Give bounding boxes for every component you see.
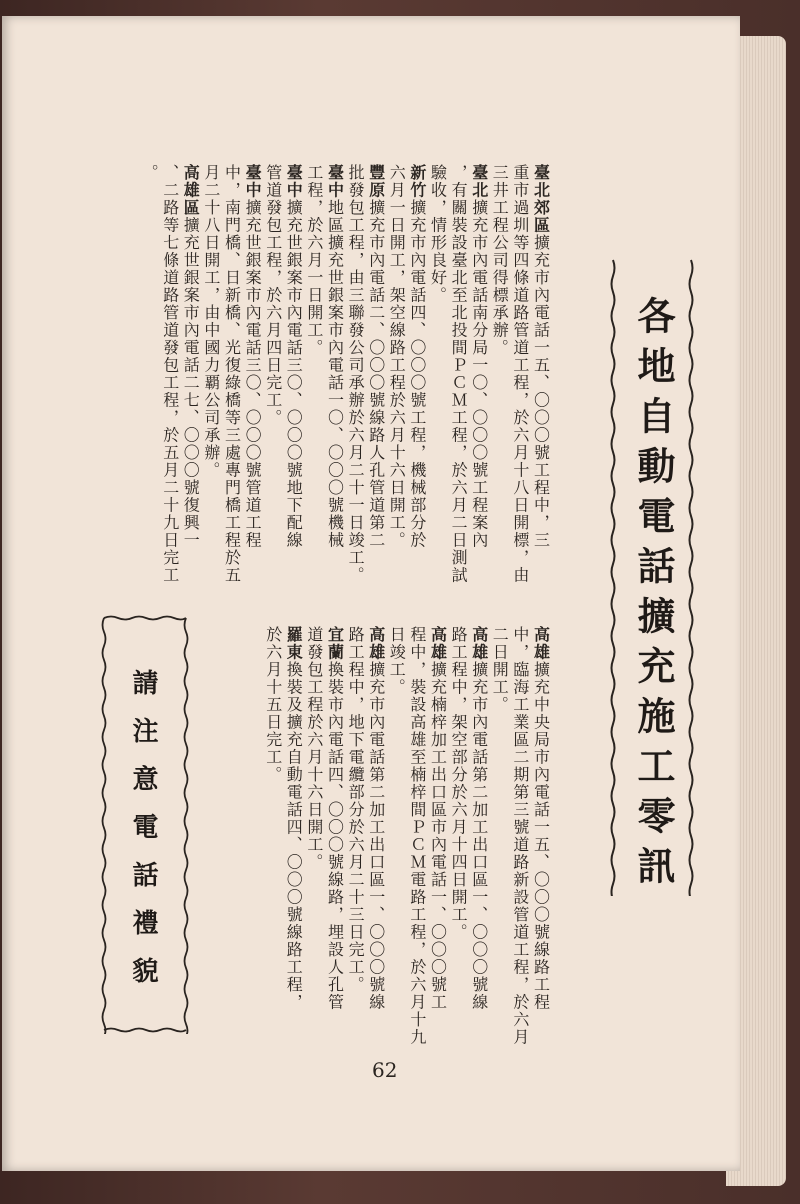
text-run: 批發包工程，由三聯發公司承辦於六月二十一日竣工。 [346, 164, 366, 584]
text-column [406, 626, 427, 1046]
text-run: 三井工程公司得標承辦。 [490, 164, 510, 357]
place-name: 臺北郊區 [531, 164, 551, 234]
text-run: 二日開工。 [490, 626, 510, 714]
text-column [200, 164, 221, 479]
text-run: 中，臨海工業區二期第三號道路新設管道工程，於六月 [510, 626, 530, 1046]
text-column [427, 164, 448, 304]
article-title: 各地自動電話擴充施工零訊 [631, 296, 676, 896]
text-column [448, 164, 469, 584]
text-column [180, 164, 201, 549]
text-column [489, 164, 510, 357]
place-name: 新竹 [407, 164, 427, 199]
place-name: 臺中 [284, 164, 304, 199]
text-run: 擴充市內電話第二加工出口區一、〇〇〇號線 [469, 661, 489, 1011]
text-column [159, 164, 180, 584]
place-name: 高雄 [366, 626, 386, 661]
text-run: 擴充市內電話第二加工出口區一、〇〇〇號線 [366, 661, 386, 1011]
text-column [509, 626, 530, 1046]
text-run: 擴充市內電話四、〇〇〇號工程，機械部分於 [407, 199, 427, 549]
text-column [386, 164, 407, 549]
text-run: 擴充世銀案市內電話二七、〇〇〇號復興一 [181, 216, 201, 549]
text-column [324, 164, 345, 549]
text-run: 六月一日開工，架空線路工程於六月十六日開工。 [387, 164, 407, 549]
place-name: 高雄區 [181, 164, 201, 217]
notice-text: 請注意電話禮貌 [128, 669, 158, 1005]
text-column [530, 164, 551, 549]
text-column [468, 626, 489, 1011]
text-column [365, 626, 386, 1011]
text-column [262, 164, 283, 427]
text-column [283, 626, 304, 1011]
book-page [2, 16, 740, 1171]
text-run: 、二路等七條道路管道發包工程，於五月二十九日完工 [160, 164, 180, 584]
text-column [324, 626, 345, 1011]
text-run: 擴充中央局市內電話一五、〇〇〇號線路工程 [531, 661, 551, 1011]
text-column [386, 626, 407, 696]
text-run: 換裝及擴充自動電話四、〇〇〇號線路工程， [284, 661, 304, 1011]
place-name: 高雄 [531, 626, 551, 661]
text-column [221, 164, 242, 584]
text-run: 擴充楠梓加工出口區市內電話一、〇〇〇號工 [428, 661, 448, 1011]
text-run: 擴充市內電話二、〇〇〇號線路人孔管道第二 [366, 199, 386, 549]
text-column [365, 164, 386, 549]
text-column [468, 164, 489, 549]
text-column [283, 164, 304, 549]
place-name: 高雄 [469, 626, 489, 661]
text-run: 月二十八日開工，由中國力覇公司承辦。 [201, 164, 221, 479]
title-frame [607, 256, 699, 896]
text-column [448, 626, 469, 941]
text-run: 擴充市內電話一五、〇〇〇號工程中，三 [531, 234, 551, 549]
text-column [509, 164, 530, 584]
text-column [303, 626, 324, 871]
text-column [139, 164, 160, 182]
place-name: 宜蘭 [325, 626, 345, 661]
text-column [489, 626, 510, 714]
text-column [530, 626, 551, 1011]
place-name: 高雄 [428, 626, 448, 661]
text-run: 道發包工程於六月十六日開工。 [304, 626, 324, 871]
text-column [345, 626, 366, 994]
text-run: 於六月十五日完工。 [263, 626, 283, 784]
text-run: 程中，裝設高雄至楠梓間ＰＣＭ電路工程，於六月十九 [407, 626, 427, 1046]
page-number: 62 [372, 1058, 398, 1082]
text-run: 管道發包工程，於六月四日完工。 [263, 164, 283, 427]
text-run: 日竣工。 [387, 626, 407, 696]
place-name: 豐原 [366, 164, 386, 199]
text-run: 地區擴充世銀案市內電話一〇、〇〇〇號機械 [325, 199, 345, 549]
text-run: 擴充市內電話南分局一〇、〇〇〇號工程案內 [469, 199, 489, 549]
text-run: 擴充世銀案市內電話三〇、〇〇〇號管道工程 [243, 199, 263, 549]
place-name: 臺中 [243, 164, 263, 199]
notice-box [100, 614, 190, 1034]
place-name: 臺中 [325, 164, 345, 199]
text-run: 。 [140, 164, 160, 182]
text-run: 驗收，情形良好。 [428, 164, 448, 304]
text-run: 換裝市內電話四、〇〇〇號線路，埋設人孔管 [325, 661, 345, 1011]
text-run: 重市過圳等四條道路管道工程，於六月十八日開標，由 [510, 164, 530, 584]
text-column [427, 626, 448, 1011]
text-column [406, 164, 427, 549]
text-column [242, 164, 263, 549]
text-run: 路工程中，地下電纜部分於六月二十三日完工。 [346, 626, 366, 994]
text-column [262, 626, 283, 784]
text-run: 工程，於六月一日開工。 [304, 164, 324, 357]
text-run: 路工程中，架空部分於六月十四日開工。 [449, 626, 469, 941]
place-name: 臺北 [469, 164, 489, 199]
text-run: ，有關裝設臺北至北投間ＰＣＭ工程，於六月二日測試 [449, 164, 469, 584]
text-column [303, 164, 324, 357]
place-name: 羅東 [284, 626, 304, 661]
text-run: 中，南門橋、日新橋、光復綠橋等三處專門橋工程於五 [222, 164, 242, 584]
text-column [345, 164, 366, 584]
text-run: 擴充世銀案市內電話三〇、〇〇〇號地下配線 [284, 199, 304, 549]
